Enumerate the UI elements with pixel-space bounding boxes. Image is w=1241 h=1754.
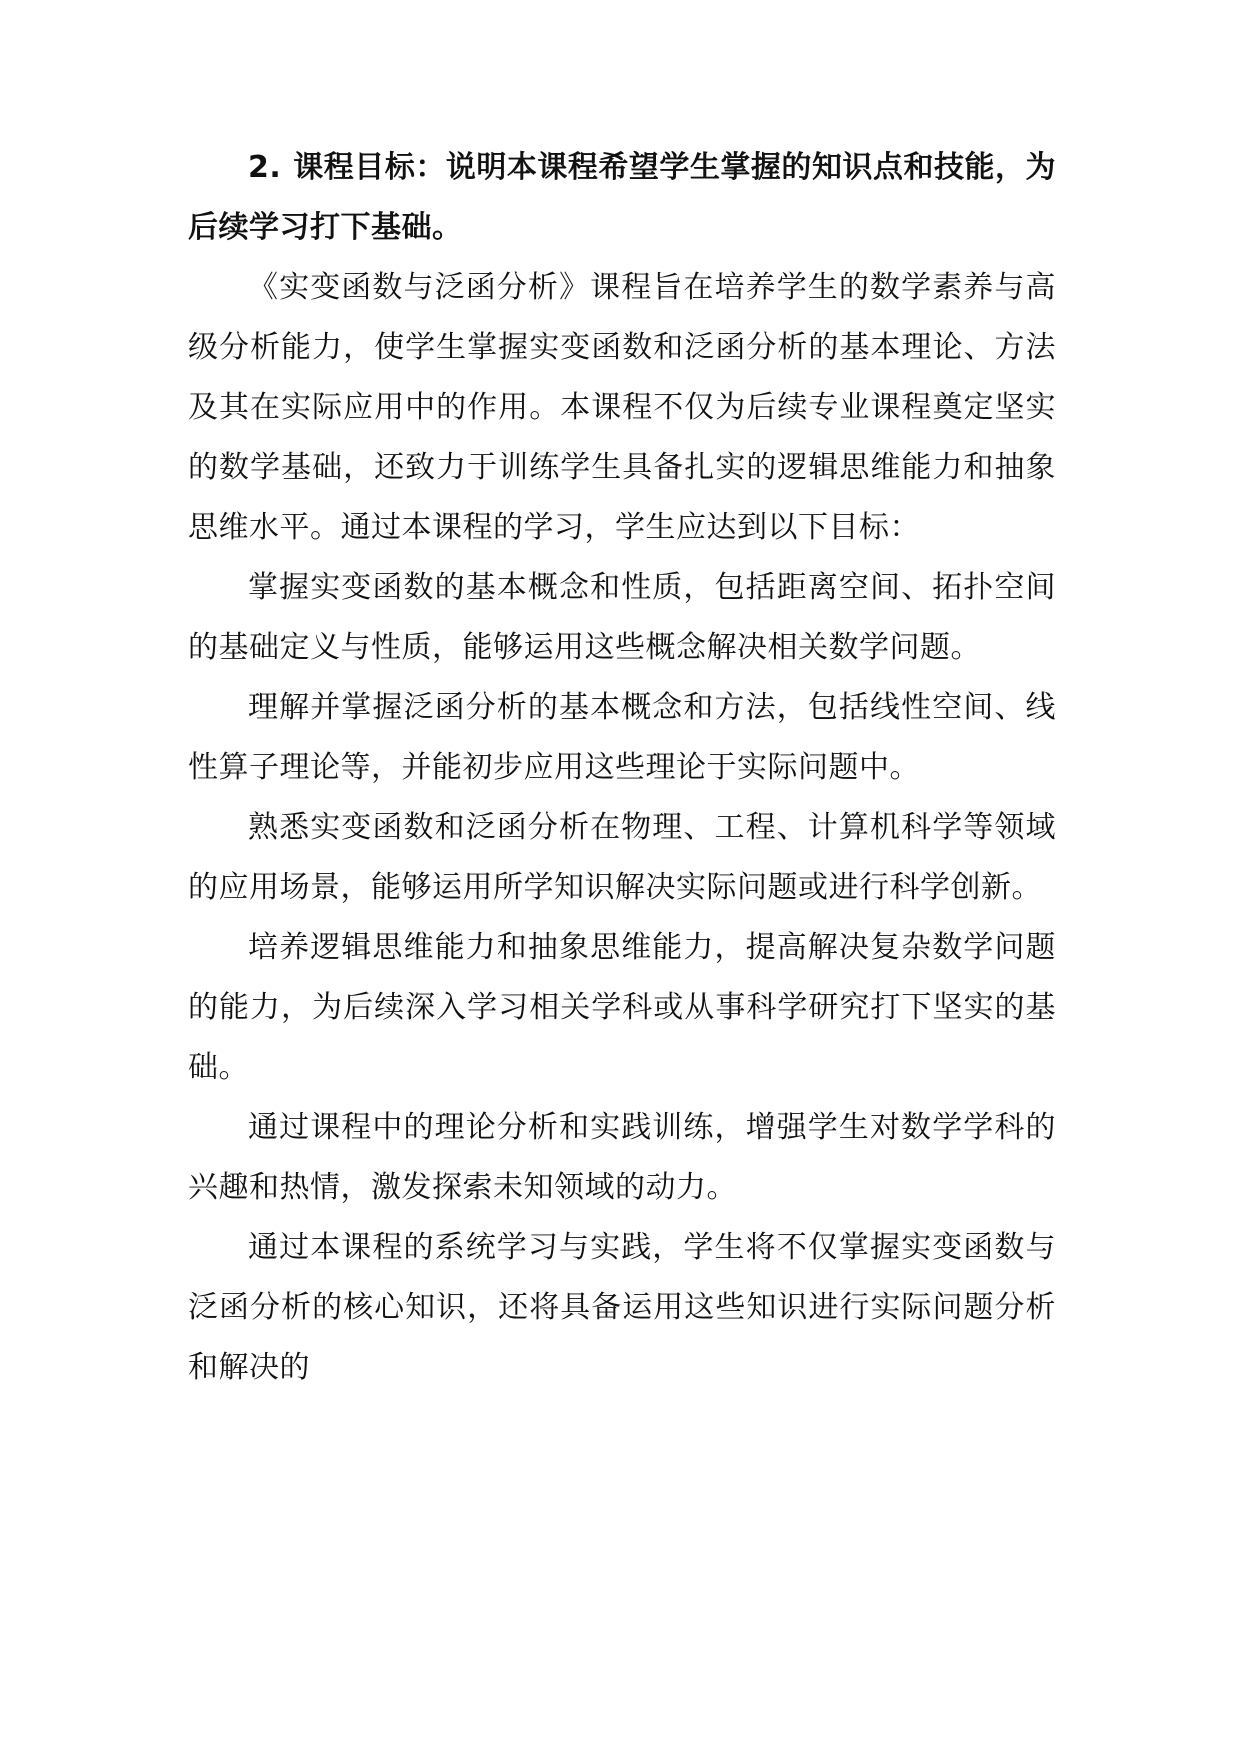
paragraph-goal-functional-analysis: 理解并掌握泛函分析的基本概念和方法，包括线性空间、线性算子理论等，并能初步应用这些理论于实际问题中。 <box>188 690 1056 785</box>
paragraph-intro: 《实变函数与泛函分析》课程旨在培养学生的数学素养与高级分析能力，使学生掌握实变函数和泛函分析的基本理论、方法及其在实际应用中的作用。本课程不仅为后续专业课程奠定坚实的数学基础，还致力于训练学生具备扎实的逻辑思维能力和抽象思维水平。通过本课程的学习，学生应达到以下目标： <box>188 270 1056 545</box>
paragraph-goal-applications: 熟悉实变函数和泛函分析在物理、工程、计算机科学等领域的应用场景，能够运用所学知识解决实际问题或进行科学创新。 <box>188 810 1056 905</box>
paragraph-goal-interest: 通过课程中的理论分析和实践训练，增强学生对数学学科的兴趣和热情，激发探索未知领域的动力。 <box>188 1110 1056 1205</box>
paragraph-goal-thinking: 培养逻辑思维能力和抽象思维能力，提高解决复杂数学问题的能力，为后续深入学习相关学科或从事科学研究打下坚实的基础。 <box>188 930 1056 1085</box>
paragraph-goal-real-analysis: 掌握实变函数的基本概念和性质，包括距离空间、拓扑空间的基础定义与性质，能够运用这些概念解决相关数学问题。 <box>188 570 1056 665</box>
section-heading-text: 课程目标：说明本课程希望学生掌握的知识点和技能，为后续学习打下基础。 <box>188 150 1056 245</box>
paragraph-summary: 通过本课程的系统学习与实践，学生将不仅掌握实变函数与泛函分析的核心知识，还将具备运用这些知识进行实际问题分析和解决的 <box>188 1230 1056 1385</box>
document-body <box>188 138 1056 1398</box>
section-heading <box>188 138 1056 258</box>
section-number: 2. <box>248 150 282 185</box>
